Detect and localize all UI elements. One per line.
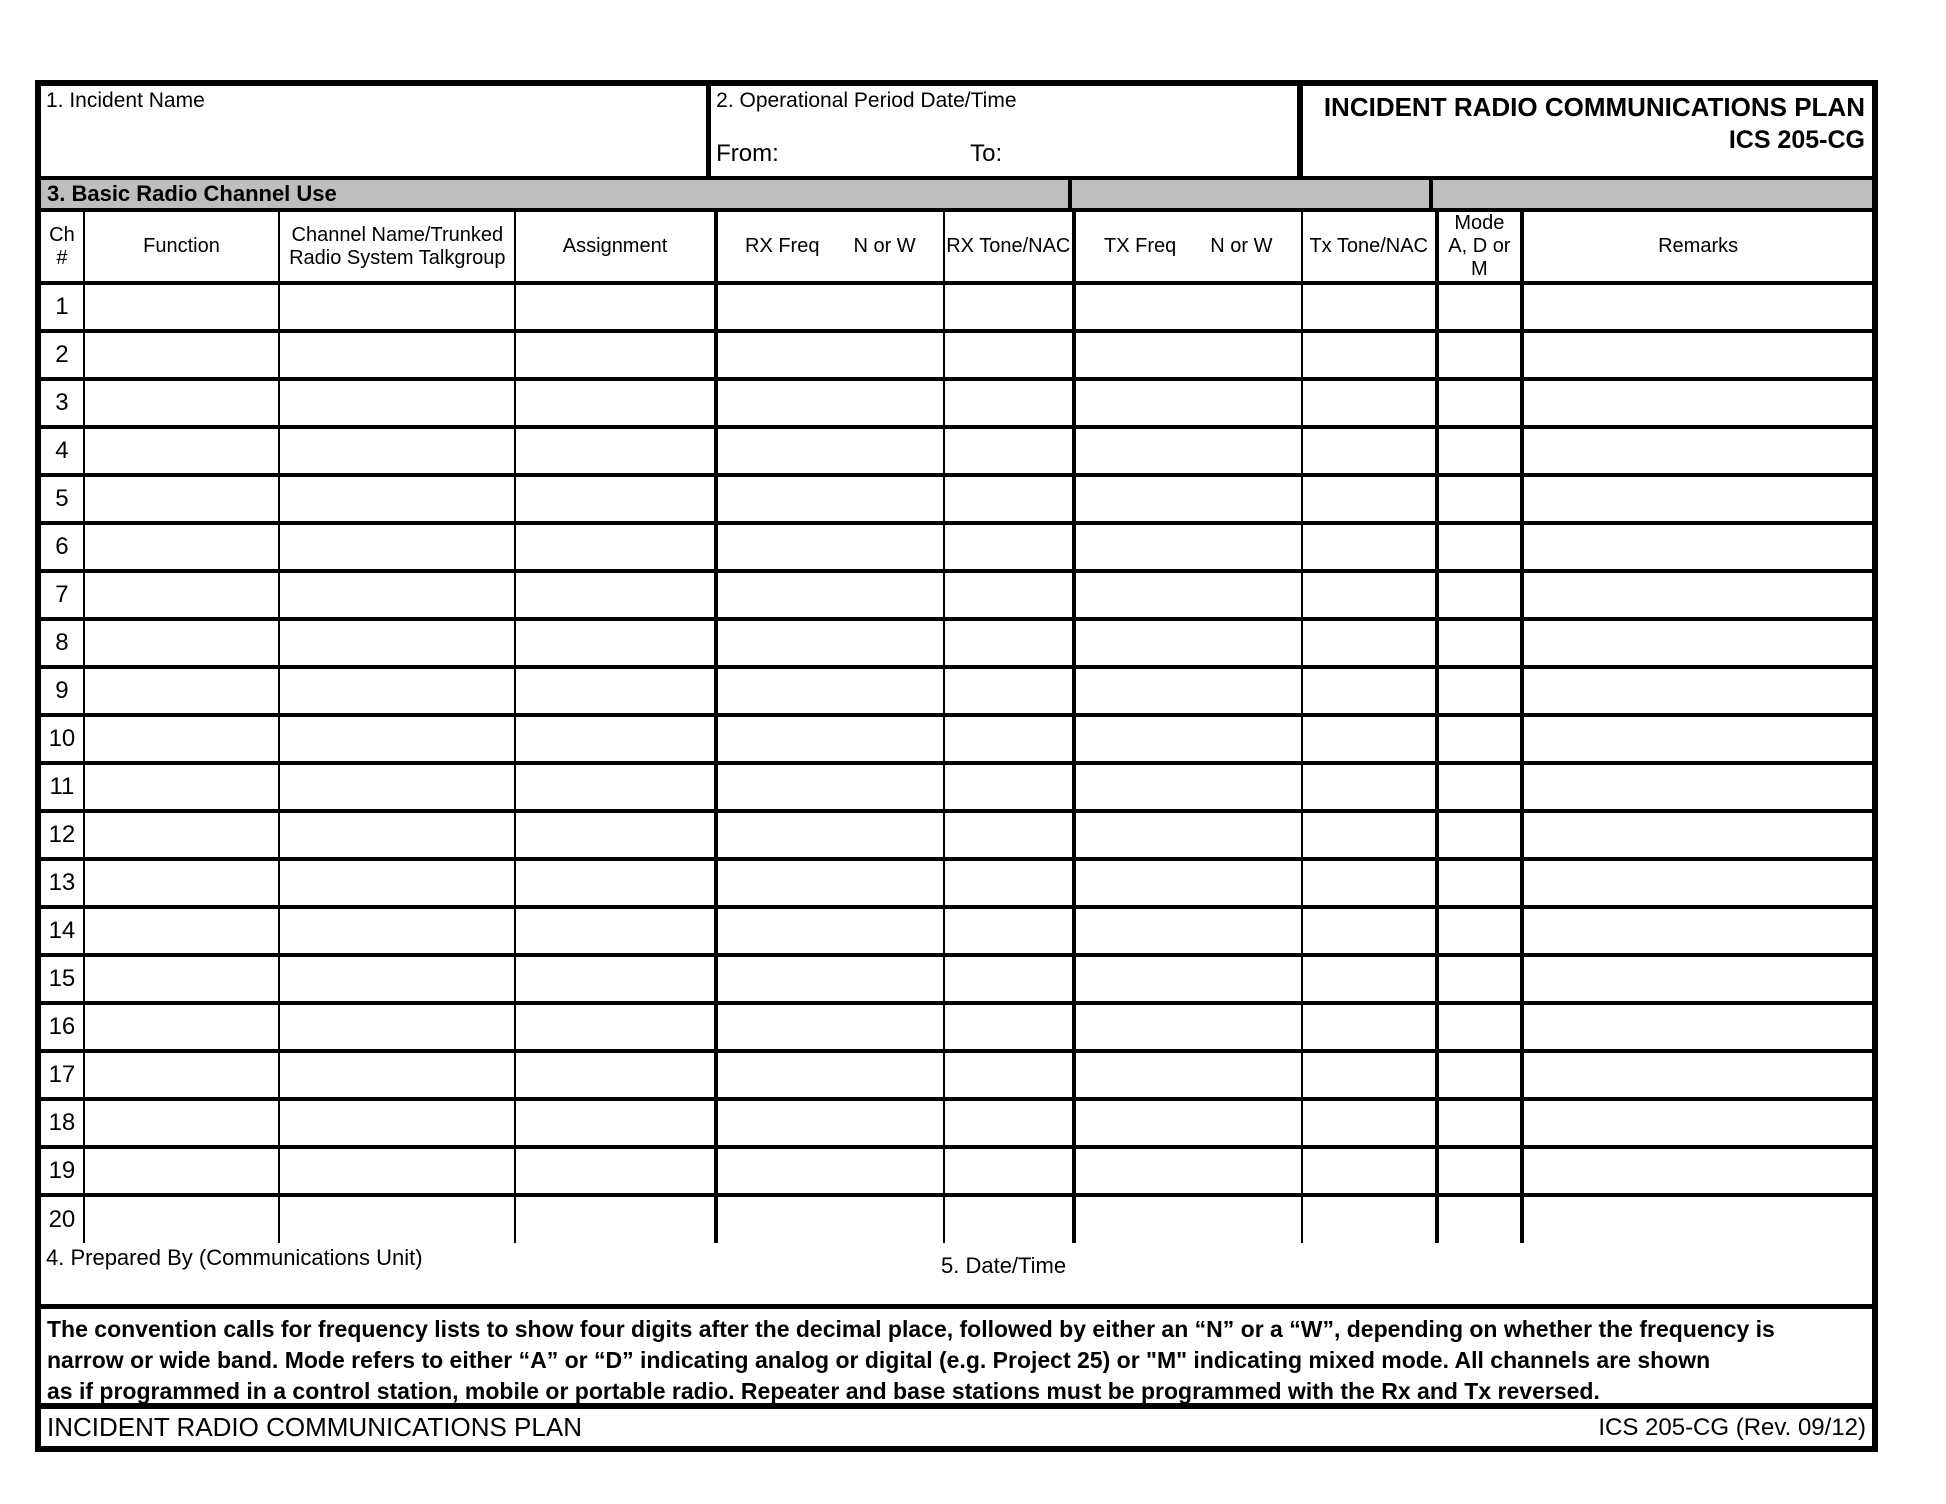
- cell-tx_tone[interactable]: [1302, 715, 1437, 763]
- cell-assignment[interactable]: [515, 427, 715, 475]
- col-header-remarks: Remarks: [1522, 212, 1872, 283]
- table-row: [41, 283, 1872, 331]
- incident-name-field[interactable]: [41, 114, 706, 176]
- datetime-label: 5. Date/Time: [941, 1253, 1067, 1278]
- incident-name-label: 1. Incident Name: [46, 89, 205, 112]
- cell-tx_freq[interactable]: [1074, 619, 1302, 667]
- cell-assignment[interactable]: [515, 571, 715, 619]
- cell-tx_freq[interactable]: [1074, 907, 1302, 955]
- cell-assignment[interactable]: [515, 1147, 715, 1195]
- cell-tx_freq[interactable]: [1074, 1195, 1302, 1243]
- cell-rx_tone[interactable]: [944, 283, 1074, 331]
- cell-tx_tone[interactable]: [1302, 763, 1437, 811]
- cell-function[interactable]: [84, 811, 279, 859]
- col-header-rx-tone: RX Tone/NAC: [944, 212, 1074, 283]
- cell-rx_freq[interactable]: [716, 331, 944, 379]
- cell-remarks[interactable]: [1522, 1003, 1872, 1051]
- to-label: To:: [970, 140, 1003, 167]
- cell-mode[interactable]: [1437, 619, 1523, 667]
- convention-note: [41, 1309, 1872, 1409]
- channel-number-cell: 1: [41, 283, 84, 331]
- cell-assignment[interactable]: [515, 379, 715, 427]
- section3-bar-right: [1433, 180, 1872, 208]
- cell-channel[interactable]: [279, 427, 515, 475]
- cell-assignment[interactable]: [515, 715, 715, 763]
- cell-tx_tone[interactable]: [1302, 1003, 1437, 1051]
- table-row: [41, 571, 1872, 619]
- cell-tx_tone[interactable]: [1302, 955, 1437, 1003]
- operational-period-box: [711, 86, 1302, 176]
- cell-remarks[interactable]: [1522, 571, 1872, 619]
- cell-remarks[interactable]: [1522, 859, 1872, 907]
- cell-remarks[interactable]: [1522, 715, 1872, 763]
- cell-tx_tone[interactable]: [1302, 859, 1437, 907]
- cell-mode[interactable]: [1437, 571, 1523, 619]
- table-row: [41, 715, 1872, 763]
- channel-number-cell: 15: [41, 955, 84, 1003]
- cell-remarks[interactable]: [1522, 1147, 1872, 1195]
- cell-remarks[interactable]: [1522, 475, 1872, 523]
- cell-rx_freq[interactable]: [716, 475, 944, 523]
- cell-tx_freq[interactable]: [1074, 283, 1302, 331]
- cell-mode[interactable]: [1437, 859, 1523, 907]
- note-line: The convention calls for frequency lists to show four digits after the decimal place, followed by either an “N” or a “W”, depending on whether the frequency is: [47, 1316, 1775, 1342]
- channel-number-cell: 12: [41, 811, 84, 859]
- table-row: [41, 907, 1872, 955]
- cell-assignment[interactable]: [515, 811, 715, 859]
- form-footer: [41, 1409, 1872, 1446]
- cell-function[interactable]: [84, 523, 279, 571]
- cell-function[interactable]: [84, 907, 279, 955]
- cell-rx_freq[interactable]: [716, 1147, 944, 1195]
- cell-channel[interactable]: [279, 523, 515, 571]
- cell-assignment[interactable]: [515, 1003, 715, 1051]
- cell-channel[interactable]: [279, 283, 515, 331]
- col-header-assignment: Assignment: [515, 212, 715, 283]
- cell-channel[interactable]: [279, 1051, 515, 1099]
- cell-rx_freq[interactable]: [716, 619, 944, 667]
- cell-tx_tone[interactable]: [1302, 571, 1437, 619]
- cell-tx_freq[interactable]: [1074, 427, 1302, 475]
- cell-tx_tone[interactable]: [1302, 475, 1437, 523]
- cell-mode[interactable]: [1437, 379, 1523, 427]
- channel-table-body: [41, 283, 1872, 1243]
- table-row: [41, 955, 1872, 1003]
- table-row: [41, 811, 1872, 859]
- section3-bar-left: [41, 180, 1072, 208]
- table-row: [41, 331, 1872, 379]
- cell-function[interactable]: [84, 1195, 279, 1243]
- form-title: INCIDENT RADIO COMMUNICATIONS PLAN: [1323, 92, 1865, 122]
- cell-assignment[interactable]: [515, 523, 715, 571]
- col-header-tx-tone: Tx Tone/NAC: [1302, 212, 1437, 283]
- cell-function[interactable]: [84, 1099, 279, 1147]
- col-header-mode: Mode A, D or M: [1437, 212, 1523, 283]
- cell-rx_tone[interactable]: [944, 1099, 1074, 1147]
- cell-assignment[interactable]: [515, 955, 715, 1003]
- cell-channel[interactable]: [279, 331, 515, 379]
- cell-rx_tone[interactable]: [944, 715, 1074, 763]
- cell-function[interactable]: [84, 619, 279, 667]
- cell-channel[interactable]: [279, 475, 515, 523]
- cell-channel[interactable]: [279, 1099, 515, 1147]
- cell-remarks[interactable]: [1522, 667, 1872, 715]
- cell-rx_freq[interactable]: [716, 811, 944, 859]
- cell-rx_freq[interactable]: [716, 763, 944, 811]
- cell-mode[interactable]: [1437, 955, 1523, 1003]
- prepared-by-box[interactable]: [41, 1243, 1872, 1309]
- cell-rx_tone[interactable]: [944, 331, 1074, 379]
- cell-tx_freq[interactable]: [1074, 1147, 1302, 1195]
- cell-mode[interactable]: [1437, 1195, 1523, 1243]
- table-row: [41, 379, 1872, 427]
- cell-tx_tone[interactable]: [1302, 1051, 1437, 1099]
- cell-channel[interactable]: [279, 715, 515, 763]
- table-row: [41, 763, 1872, 811]
- col-header-rx-freq: RX Freq N or W: [716, 212, 944, 283]
- channel-number-cell: 16: [41, 1003, 84, 1051]
- cell-tx_freq[interactable]: [1074, 955, 1302, 1003]
- cell-rx_tone[interactable]: [944, 427, 1074, 475]
- cell-rx_tone[interactable]: [944, 475, 1074, 523]
- cell-assignment[interactable]: [515, 331, 715, 379]
- channel-number-cell: 17: [41, 1051, 84, 1099]
- cell-remarks[interactable]: [1522, 907, 1872, 955]
- cell-tx_tone[interactable]: [1302, 427, 1437, 475]
- cell-channel[interactable]: [279, 1147, 515, 1195]
- cell-channel[interactable]: [279, 907, 515, 955]
- cell-function[interactable]: [84, 331, 279, 379]
- channel-number-cell: 2: [41, 331, 84, 379]
- cell-tx_tone[interactable]: [1302, 811, 1437, 859]
- channel-number-cell: 3: [41, 379, 84, 427]
- cell-tx_freq[interactable]: [1074, 763, 1302, 811]
- cell-remarks[interactable]: [1522, 331, 1872, 379]
- cell-function[interactable]: [84, 1003, 279, 1051]
- table-row: [41, 1051, 1872, 1099]
- cell-tx_freq[interactable]: [1074, 571, 1302, 619]
- table-row: [41, 619, 1872, 667]
- cell-channel[interactable]: [279, 619, 515, 667]
- cell-rx_freq[interactable]: [716, 1051, 944, 1099]
- cell-assignment[interactable]: [515, 763, 715, 811]
- channel-number-cell: 20: [41, 1195, 84, 1243]
- cell-tx_freq[interactable]: [1074, 523, 1302, 571]
- cell-channel[interactable]: [279, 667, 515, 715]
- channel-number-cell: 18: [41, 1099, 84, 1147]
- table-row: [41, 1195, 1872, 1243]
- from-label: From:: [716, 140, 779, 167]
- cell-tx_freq[interactable]: [1074, 1003, 1302, 1051]
- ics-205-form: [35, 80, 1878, 1452]
- cell-assignment[interactable]: [515, 907, 715, 955]
- cell-rx_tone[interactable]: [944, 1051, 1074, 1099]
- channel-number-cell: 7: [41, 571, 84, 619]
- cell-mode[interactable]: [1437, 667, 1523, 715]
- channel-number-cell: 13: [41, 859, 84, 907]
- cell-rx_freq[interactable]: [716, 1003, 944, 1051]
- cell-tx_freq[interactable]: [1074, 811, 1302, 859]
- cell-channel[interactable]: [279, 955, 515, 1003]
- cell-mode[interactable]: [1437, 763, 1523, 811]
- cell-mode[interactable]: [1437, 1003, 1523, 1051]
- cell-mode[interactable]: [1437, 283, 1523, 331]
- section3-bar-middle: [1072, 180, 1433, 208]
- cell-rx_freq[interactable]: [716, 715, 944, 763]
- table-row: [41, 1003, 1872, 1051]
- cell-rx_freq[interactable]: [716, 859, 944, 907]
- cell-rx_tone[interactable]: [944, 811, 1074, 859]
- cell-tx_tone[interactable]: [1302, 667, 1437, 715]
- cell-rx_freq[interactable]: [716, 667, 944, 715]
- cell-tx_freq[interactable]: [1074, 1099, 1302, 1147]
- cell-function[interactable]: [84, 283, 279, 331]
- channel-number-cell: 8: [41, 619, 84, 667]
- cell-rx_freq[interactable]: [716, 427, 944, 475]
- cell-tx_freq[interactable]: [1074, 1051, 1302, 1099]
- cell-remarks[interactable]: [1522, 427, 1872, 475]
- cell-assignment[interactable]: [515, 619, 715, 667]
- cell-channel[interactable]: [279, 379, 515, 427]
- cell-tx_freq[interactable]: [1074, 331, 1302, 379]
- cell-tx_freq[interactable]: [1074, 715, 1302, 763]
- cell-rx_tone[interactable]: [944, 859, 1074, 907]
- incident-name-box: [41, 86, 711, 176]
- cell-remarks[interactable]: [1522, 1195, 1872, 1243]
- cell-mode[interactable]: [1437, 715, 1523, 763]
- channel-number-cell: 5: [41, 475, 84, 523]
- cell-rx_tone[interactable]: [944, 955, 1074, 1003]
- footer-form-number: ICS 205-CG (Rev. 09/12): [1598, 1413, 1866, 1441]
- cell-mode[interactable]: [1437, 907, 1523, 955]
- cell-remarks[interactable]: [1522, 763, 1872, 811]
- cell-rx_freq[interactable]: [716, 955, 944, 1003]
- col-header-channel-name: Channel Name/Trunked Radio System Talkgroup: [279, 212, 515, 283]
- cell-tx_tone[interactable]: [1302, 379, 1437, 427]
- cell-assignment[interactable]: [515, 859, 715, 907]
- cell-function[interactable]: [84, 763, 279, 811]
- cell-mode[interactable]: [1437, 811, 1523, 859]
- cell-function[interactable]: [84, 715, 279, 763]
- table-row: [41, 667, 1872, 715]
- channel-number-cell: 6: [41, 523, 84, 571]
- table-row: [41, 1147, 1872, 1195]
- cell-tx_tone[interactable]: [1302, 1195, 1437, 1243]
- channel-table: [41, 212, 1872, 1243]
- cell-function[interactable]: [84, 667, 279, 715]
- cell-rx_tone[interactable]: [944, 1147, 1074, 1195]
- cell-assignment[interactable]: [515, 1195, 715, 1243]
- cell-function[interactable]: [84, 427, 279, 475]
- channel-number-cell: 10: [41, 715, 84, 763]
- cell-function[interactable]: [84, 1147, 279, 1195]
- cell-assignment[interactable]: [515, 1051, 715, 1099]
- cell-function[interactable]: [84, 1051, 279, 1099]
- cell-assignment[interactable]: [515, 667, 715, 715]
- cell-mode[interactable]: [1437, 1099, 1523, 1147]
- cell-mode[interactable]: [1437, 523, 1523, 571]
- cell-tx_tone[interactable]: [1302, 331, 1437, 379]
- cell-mode[interactable]: [1437, 475, 1523, 523]
- cell-mode[interactable]: [1437, 1147, 1523, 1195]
- table-row: [41, 475, 1872, 523]
- cell-rx_tone[interactable]: [944, 619, 1074, 667]
- form-number: ICS 205-CG: [1728, 126, 1865, 154]
- cell-mode[interactable]: [1437, 1051, 1523, 1099]
- table-row: [41, 1099, 1872, 1147]
- cell-tx_tone[interactable]: [1302, 619, 1437, 667]
- cell-rx_freq[interactable]: [716, 523, 944, 571]
- section3-header-bar: [41, 180, 1872, 212]
- cell-function[interactable]: [84, 475, 279, 523]
- table-row: [41, 427, 1872, 475]
- cell-tx_freq[interactable]: [1074, 475, 1302, 523]
- table-row: [41, 523, 1872, 571]
- cell-channel[interactable]: [279, 811, 515, 859]
- cell-mode[interactable]: [1437, 427, 1523, 475]
- cell-rx_freq[interactable]: [716, 283, 944, 331]
- note-line: narrow or wide band. Mode refers to either “A” or “D” indicating analog or digital (e.g. Project 25) or "M" indicating mixed mode. All channels are shown: [47, 1347, 1711, 1373]
- col-header-ch: Ch #: [41, 212, 84, 283]
- cell-rx_tone[interactable]: [944, 523, 1074, 571]
- table-row: [41, 859, 1872, 907]
- cell-tx_tone[interactable]: [1302, 283, 1437, 331]
- cell-channel[interactable]: [279, 571, 515, 619]
- cell-channel[interactable]: [279, 1003, 515, 1051]
- note-line: as if programmed in a control station, mobile or portable radio. Repeater and base stations must be programmed with the Rx and Tx reversed.: [47, 1378, 1600, 1404]
- table-header-row: [41, 212, 1872, 283]
- cell-assignment[interactable]: [515, 475, 715, 523]
- col-header-tx-freq: TX Freq N or W: [1074, 212, 1302, 283]
- cell-tx_freq[interactable]: [1074, 667, 1302, 715]
- col-header-function: Function: [84, 212, 279, 283]
- cell-rx_tone[interactable]: [944, 1003, 1074, 1051]
- cell-remarks[interactable]: [1522, 619, 1872, 667]
- channel-number-cell: 9: [41, 667, 84, 715]
- cell-tx_tone[interactable]: [1302, 523, 1437, 571]
- cell-remarks[interactable]: [1522, 523, 1872, 571]
- cell-rx_tone[interactable]: [944, 907, 1074, 955]
- channel-number-cell: 11: [41, 763, 84, 811]
- cell-rx_freq[interactable]: [716, 1195, 944, 1243]
- cell-rx_tone[interactable]: [944, 667, 1074, 715]
- cell-function[interactable]: [84, 379, 279, 427]
- cell-remarks[interactable]: [1522, 1051, 1872, 1099]
- channel-number-cell: 14: [41, 907, 84, 955]
- cell-rx_freq[interactable]: [716, 571, 944, 619]
- form-header: [41, 86, 1872, 180]
- channel-number-cell: 4: [41, 427, 84, 475]
- form-title-box: [1303, 86, 1872, 176]
- cell-assignment[interactable]: [515, 283, 715, 331]
- cell-tx_freq[interactable]: [1074, 859, 1302, 907]
- cell-tx_freq[interactable]: [1074, 379, 1302, 427]
- footer-title: INCIDENT RADIO COMMUNICATIONS PLAN: [47, 1412, 582, 1442]
- cell-tx_tone[interactable]: [1302, 907, 1437, 955]
- cell-tx_tone[interactable]: [1302, 1099, 1437, 1147]
- cell-channel[interactable]: [279, 763, 515, 811]
- channel-number-cell: 19: [41, 1147, 84, 1195]
- cell-remarks[interactable]: [1522, 811, 1872, 859]
- cell-rx_tone[interactable]: [944, 379, 1074, 427]
- cell-assignment[interactable]: [515, 1099, 715, 1147]
- cell-remarks[interactable]: [1522, 955, 1872, 1003]
- cell-rx_freq[interactable]: [716, 907, 944, 955]
- cell-rx_freq[interactable]: [716, 379, 944, 427]
- operational-period-label: 2. Operational Period Date/Time: [716, 89, 1017, 112]
- cell-mode[interactable]: [1437, 331, 1523, 379]
- cell-remarks[interactable]: [1522, 283, 1872, 331]
- cell-function[interactable]: [84, 859, 279, 907]
- cell-rx_tone[interactable]: [944, 571, 1074, 619]
- cell-remarks[interactable]: [1522, 379, 1872, 427]
- cell-tx_tone[interactable]: [1302, 1147, 1437, 1195]
- cell-rx_freq[interactable]: [716, 1099, 944, 1147]
- cell-rx_tone[interactable]: [944, 1195, 1074, 1243]
- cell-channel[interactable]: [279, 859, 515, 907]
- cell-rx_tone[interactable]: [944, 763, 1074, 811]
- section3-label: 3. Basic Radio Channel Use: [47, 181, 337, 206]
- cell-function[interactable]: [84, 955, 279, 1003]
- cell-channel[interactable]: [279, 1195, 515, 1243]
- cell-remarks[interactable]: [1522, 1099, 1872, 1147]
- prepared-by-label: 4. Prepared By (Communications Unit): [46, 1245, 423, 1270]
- cell-function[interactable]: [84, 571, 279, 619]
